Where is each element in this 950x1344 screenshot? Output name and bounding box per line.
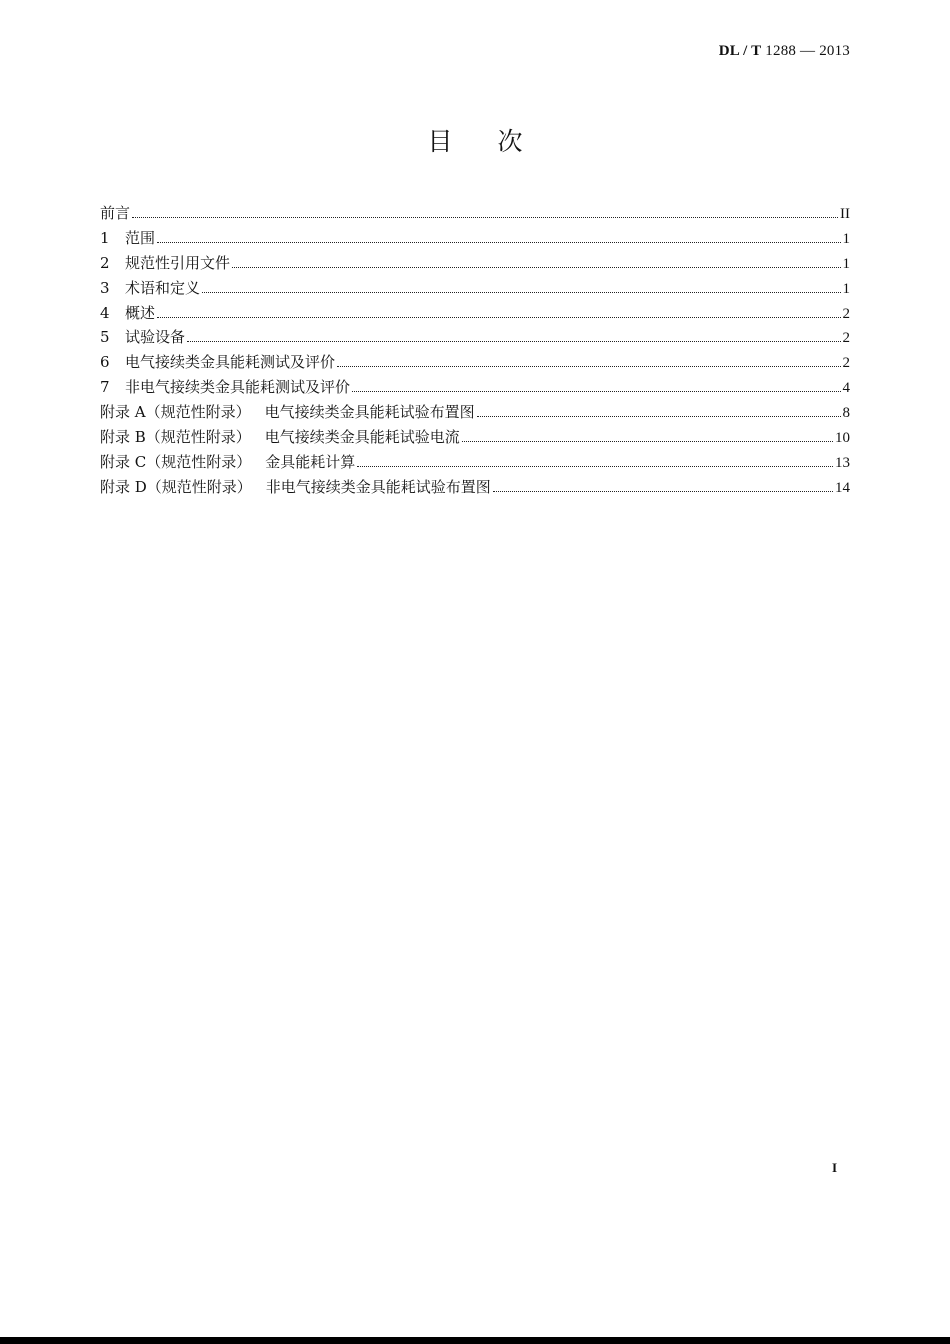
toc-item-page: 2 [842,355,850,372]
toc-item-number: 7 [100,378,110,397]
toc-leader [157,242,840,243]
toc-item-appendix-d[interactable] [100,475,850,500]
toc-leader [132,217,838,218]
toc-leader [337,366,840,367]
toc-item-number: 4 [100,303,110,322]
toc-item-page: 2 [842,330,850,347]
toc-item-5[interactable] [100,325,850,350]
toc-item-page: 4 [842,380,850,397]
toc-item-label: 术语和定义 [125,278,201,297]
toc-item-page: 8 [842,405,850,422]
toc-item-label: 电气接续类金具能耗试验布置图 [264,403,475,422]
toc-item-label: 规范性引用文件 [125,253,231,272]
toc-item-appendix-a[interactable] [100,400,850,425]
toc-appendix-tag: 附录 D（规范性附录） [100,477,252,496]
toc-item-label: 试验设备 [125,328,186,347]
toc-leader [357,466,833,467]
toc-item-page: 1 [842,230,850,247]
table-of-contents [100,201,850,500]
toc-item-label: 非电气接续类金具能耗试验布置图 [265,477,491,496]
toc-leader [352,391,840,392]
toc-leader [232,267,840,268]
toc-item-number: 1 [100,228,110,247]
toc-item-page: 1 [842,255,850,272]
toc-item-appendix-c[interactable] [100,450,850,475]
toc-item-page: 1 [842,280,850,297]
toc-item-4[interactable] [100,301,850,326]
toc-item-label: 电气接续类金具能耗测试及评价 [125,353,336,372]
toc-appendix-tag: 附录 B（规范性附录） [100,428,251,447]
page-number: I [832,1160,838,1175]
bottom-edge-bar [0,1337,950,1344]
toc-item-page: 10 [835,430,850,447]
toc-item-page: 2 [842,305,850,322]
toc-item-page: 14 [835,479,850,496]
toc-item-1[interactable] [100,226,850,251]
toc-item-label: 范围 [125,228,156,247]
toc-item-number: 6 [100,353,110,372]
toc-item-label: 前言 [100,204,131,222]
toc-item-preface[interactable] [100,201,850,226]
toc-item-label: 金具能耗计算 [265,452,356,471]
standard-code-prefix: DL / T [718,43,762,59]
toc-leader [202,292,840,293]
standard-code [719,43,850,60]
toc-item-label: 电气接续类金具能耗试验电流 [264,428,460,447]
toc-item-7[interactable] [100,375,850,400]
toc-item-page: 13 [835,454,850,471]
page-title: 目次 [427,127,568,156]
toc-item-number: 3 [100,278,110,297]
toc-item-3[interactable] [100,276,850,301]
toc-item-2[interactable] [100,251,850,276]
toc-leader [477,416,841,417]
toc-item-number: 2 [100,253,110,272]
toc-leader [493,491,833,492]
standard-code-number: 1288 — 2013 [765,43,850,59]
toc-leader [462,441,833,442]
toc-item-number: 5 [100,328,110,347]
toc-item-page: II [840,206,850,222]
toc-item-6[interactable] [100,350,850,375]
toc-leader [187,341,840,342]
toc-appendix-tag: 附录 A（规范性附录） [100,403,251,422]
toc-leader [157,317,840,318]
toc-item-label: 概述 [125,303,156,322]
toc-appendix-tag: 附录 C（规范性附录） [100,452,252,471]
toc-item-appendix-b[interactable] [100,425,850,450]
toc-item-label: 非电气接续类金具能耗测试及评价 [125,378,351,397]
